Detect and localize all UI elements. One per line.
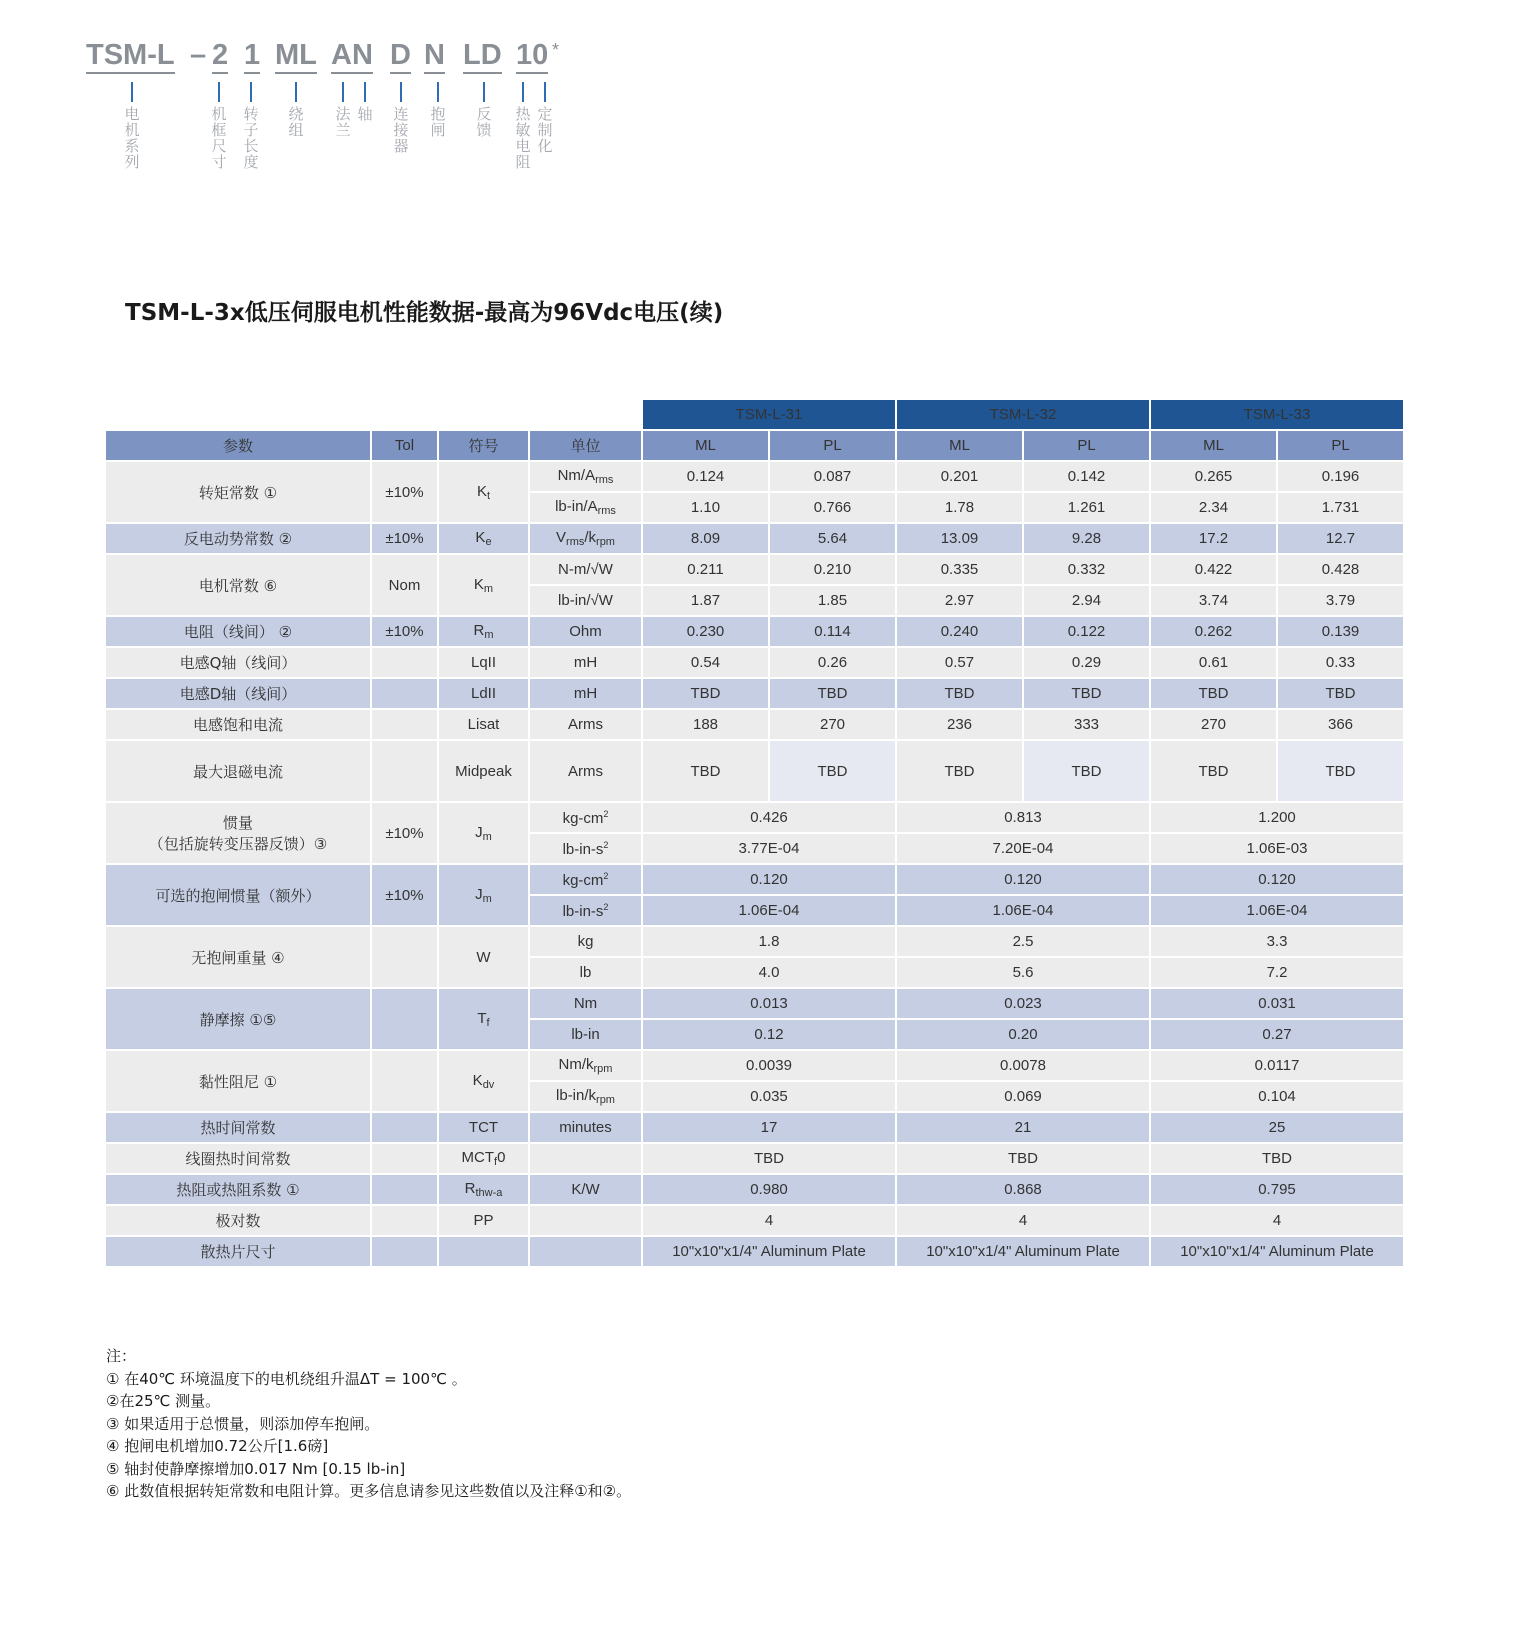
symbol-cell: $K_t$ <box>438 461 529 523</box>
value-cell: TBD <box>1277 740 1404 802</box>
value-cell: 0.335 <box>896 554 1023 585</box>
table-row <box>105 740 1404 802</box>
tol-cell <box>371 740 438 802</box>
table-row <box>105 461 1404 492</box>
tol-cell: ±10% <box>371 616 438 647</box>
value-cell: 1.10 <box>642 492 769 523</box>
col-header-ml: ML <box>896 430 1023 461</box>
unit-cell: $lb-in/k_{rpm}$ <box>529 1081 642 1112</box>
unit-cell: $lb-in/A_{rms}$ <box>529 492 642 523</box>
param-label: 转矩常数 ① <box>105 461 371 523</box>
value-cell: TBD <box>769 740 896 802</box>
code-frame: 2 <box>212 40 228 74</box>
param-label-line: 惯量 <box>222 814 253 832</box>
performance-table <box>104 398 1405 1268</box>
unit-cell: mH <box>529 647 642 678</box>
table-row <box>105 709 1404 740</box>
notes-heading: 注： <box>106 1347 137 1365</box>
symbol-cell <box>438 1236 529 1267</box>
value-cell: 1.8 <box>642 926 896 957</box>
value-cell: 0.0078 <box>896 1050 1150 1081</box>
value-cell: 1.87 <box>642 585 769 616</box>
param-label: 电机常数 ⑥ <box>105 554 371 616</box>
code-brake: N <box>424 40 445 74</box>
page-title: TSM-L-3x低压伺服电机性能数据-最高为96Vdc电压(续) <box>125 300 724 326</box>
value-cell: 270 <box>769 709 896 740</box>
label-connector: 连接器 <box>391 82 411 154</box>
value-cell: 0.210 <box>769 554 896 585</box>
value-cell: 8.09 <box>642 523 769 554</box>
value-cell: TBD <box>896 1143 1150 1174</box>
tol-cell: ±10% <box>371 523 438 554</box>
value-cell: 0.240 <box>896 616 1023 647</box>
symbol-cell: $R_{thw-a}$ <box>438 1174 529 1205</box>
value-cell: 0.230 <box>642 616 769 647</box>
value-cell: 0.980 <box>642 1174 896 1205</box>
label-brake: 抱闸 <box>428 82 448 138</box>
value-cell: 0.120 <box>642 864 896 895</box>
value-cell: 2.5 <box>896 926 1150 957</box>
value-cell: 0.035 <box>642 1081 896 1112</box>
tol-cell <box>371 1143 438 1174</box>
value-cell: 3.74 <box>1150 585 1277 616</box>
value-cell: 7.20E-04 <box>896 833 1150 864</box>
value-cell: 2.94 <box>1023 585 1150 616</box>
col-header-pl: PL <box>1277 430 1404 461</box>
unit-cell: Arms <box>529 709 642 740</box>
value-cell: 12.7 <box>1277 523 1404 554</box>
value-cell: 0.142 <box>1023 461 1150 492</box>
value-cell: 0.211 <box>642 554 769 585</box>
symbol-cell: $J_m$ <box>438 802 529 864</box>
col-header-pl: PL <box>1023 430 1150 461</box>
value-cell: 4 <box>1150 1205 1404 1236</box>
value-cell: 5.64 <box>769 523 896 554</box>
value-cell: 4 <box>642 1205 896 1236</box>
value-cell: 0.428 <box>1277 554 1404 585</box>
symbol-cell: LqII <box>438 647 529 678</box>
value-cell: 270 <box>1150 709 1277 740</box>
tol-cell: Nom <box>371 554 438 616</box>
value-cell: 0.0039 <box>642 1050 896 1081</box>
value-cell: 0.26 <box>769 647 896 678</box>
value-cell: 0.013 <box>642 988 896 1019</box>
param-label: 电感饱和电流 <box>105 709 371 740</box>
table-row <box>105 1112 1404 1143</box>
col-header-param: 参数 <box>105 430 371 461</box>
tol-cell <box>371 926 438 988</box>
value-cell: 188 <box>642 709 769 740</box>
param-label: 线圈热时间常数 <box>105 1143 371 1174</box>
value-cell: 0.265 <box>1150 461 1277 492</box>
value-cell: 0.57 <box>896 647 1023 678</box>
param-label <box>105 802 371 864</box>
code-asterisk: * <box>552 40 560 60</box>
table-row <box>105 1205 1404 1236</box>
symbol-cell: TCT <box>438 1112 529 1143</box>
code-flange-shaft: AN <box>331 40 373 74</box>
value-cell: 1.06E-03 <box>1150 833 1404 864</box>
param-label: 电感D轴（线间） <box>105 678 371 709</box>
symbol-cell: LdII <box>438 678 529 709</box>
value-cell: TBD <box>896 740 1023 802</box>
tol-cell <box>371 647 438 678</box>
col-header-ml: ML <box>1150 430 1277 461</box>
param-label: 电阻（线间） ② <box>105 616 371 647</box>
symbol-cell: Midpeak <box>438 740 529 802</box>
value-cell: 0.868 <box>896 1174 1150 1205</box>
code-dash: – <box>190 39 207 71</box>
value-cell: 0.023 <box>896 988 1150 1019</box>
tol-cell <box>371 678 438 709</box>
value-cell: TBD <box>1150 1143 1404 1174</box>
value-cell: 0.12 <box>642 1019 896 1050</box>
unit-cell: N-m/√W <box>529 554 642 585</box>
value-cell: TBD <box>1023 678 1150 709</box>
value-cell: 17.2 <box>1150 523 1277 554</box>
value-cell: 0.201 <box>896 461 1023 492</box>
value-cell: 0.54 <box>642 647 769 678</box>
code-rotor: 1 <box>244 40 260 74</box>
note-item: ⑤ 轴封使静摩擦增加0.017 Nm [0.15 lb-in] <box>106 1459 406 1478</box>
value-cell: 4.0 <box>642 957 896 988</box>
table-row <box>105 1050 1404 1081</box>
unit-cell: $V_{rms}/k_{rpm}$ <box>529 523 642 554</box>
value-cell: 0.766 <box>769 492 896 523</box>
value-cell: TBD <box>642 1143 896 1174</box>
col-header-ml: ML <box>642 430 769 461</box>
label-feedback: 反馈 <box>474 82 494 138</box>
value-cell: 0.29 <box>1023 647 1150 678</box>
value-cell: 366 <box>1277 709 1404 740</box>
table-row <box>105 678 1404 709</box>
label-custom: 定制化 <box>535 82 555 154</box>
value-cell: 0.122 <box>1023 616 1150 647</box>
param-label: 可选的抱闸惯量（额外） <box>105 864 371 926</box>
param-label: 热阻或热阻系数 ① <box>105 1174 371 1205</box>
table-row <box>105 616 1404 647</box>
param-label: 散热片尺寸 <box>105 1236 371 1267</box>
unit-cell: minutes <box>529 1112 642 1143</box>
value-cell: TBD <box>769 678 896 709</box>
value-cell: 1.200 <box>1150 802 1404 833</box>
value-cell: 1.06E-04 <box>1150 895 1404 926</box>
unit-cell: $Nm/A_{rms}$ <box>529 461 642 492</box>
tol-cell <box>371 1205 438 1236</box>
value-cell: TBD <box>642 678 769 709</box>
symbol-cell: PP <box>438 1205 529 1236</box>
unit-cell: $Nm/k_{rpm}$ <box>529 1050 642 1081</box>
value-cell: 17 <box>642 1112 896 1143</box>
col-header-tol: Tol <box>371 430 438 461</box>
symbol-cell: $J_m$ <box>438 864 529 926</box>
value-cell: 0.426 <box>642 802 896 833</box>
value-cell: 0.114 <box>769 616 896 647</box>
symbol-cell: W <box>438 926 529 988</box>
table-row <box>105 1236 1404 1267</box>
label-thermistor: 热敏电阻 <box>513 82 533 170</box>
unit-cell: $kg-cm^2$ <box>529 864 642 895</box>
value-cell: 3.79 <box>1277 585 1404 616</box>
tol-cell <box>371 1050 438 1112</box>
col-header-unit: 单位 <box>529 430 642 461</box>
code-connector: D <box>390 40 411 74</box>
model-header-row <box>105 399 1404 430</box>
label-flange: 法兰 <box>333 82 353 138</box>
unit-cell: K/W <box>529 1174 642 1205</box>
unit-cell: lb-in/√W <box>529 585 642 616</box>
model-header: TSM-L-33 <box>1150 399 1404 430</box>
table-row <box>105 864 1404 895</box>
value-cell: 0.069 <box>896 1081 1150 1112</box>
value-cell: 0.124 <box>642 461 769 492</box>
unit-cell <box>529 1205 642 1236</box>
value-cell: TBD <box>1150 678 1277 709</box>
value-cell: 21 <box>896 1112 1150 1143</box>
value-cell: TBD <box>1277 678 1404 709</box>
value-cell: TBD <box>1150 740 1277 802</box>
value-cell: 10"x10"x1/4" Aluminum Plate <box>642 1236 896 1267</box>
value-cell: 0.813 <box>896 802 1150 833</box>
symbol-cell: $K_e$ <box>438 523 529 554</box>
unit-cell: Ohm <box>529 616 642 647</box>
model-header: TSM-L-31 <box>642 399 896 430</box>
table-row <box>105 802 1404 833</box>
value-cell: 0.20 <box>896 1019 1150 1050</box>
table-row <box>105 926 1404 957</box>
value-cell: 5.6 <box>896 957 1150 988</box>
value-cell: 0.795 <box>1150 1174 1404 1205</box>
value-cell: TBD <box>642 740 769 802</box>
value-cell: 2.97 <box>896 585 1023 616</box>
unit-cell: lb-in <box>529 1019 642 1050</box>
value-cell: 25 <box>1150 1112 1404 1143</box>
param-label: 无抱闸重量 ④ <box>105 926 371 988</box>
note-item: ③ 如果适用于总惯量，则添加停车抱闸。 <box>106 1414 380 1433</box>
param-label: 极对数 <box>105 1205 371 1236</box>
value-cell: 3.3 <box>1150 926 1404 957</box>
tol-cell: ±10% <box>371 802 438 864</box>
label-frame: 机框尺寸 <box>209 82 229 170</box>
value-cell: 1.261 <box>1023 492 1150 523</box>
notes <box>106 1345 631 1503</box>
label-winding: 绕组 <box>286 82 306 138</box>
table-row <box>105 647 1404 678</box>
symbol-cell: $R_m$ <box>438 616 529 647</box>
note-item: ②在25℃ 测量。 <box>106 1392 221 1410</box>
unit-cell: Nm <box>529 988 642 1019</box>
value-cell: TBD <box>896 678 1023 709</box>
value-cell: 0.332 <box>1023 554 1150 585</box>
value-cell: 3.77E-04 <box>642 833 896 864</box>
tol-cell <box>371 1174 438 1205</box>
value-cell: 0.120 <box>896 864 1150 895</box>
param-label: 电感Q轴（线间） <box>105 647 371 678</box>
value-cell: 4 <box>896 1205 1150 1236</box>
value-cell: 2.34 <box>1150 492 1277 523</box>
symbol-cell: $T_f$ <box>438 988 529 1050</box>
column-header-row <box>105 430 1404 461</box>
tol-cell <box>371 988 438 1050</box>
table-row <box>105 523 1404 554</box>
tol-cell: ±10% <box>371 461 438 523</box>
tol-cell: ±10% <box>371 864 438 926</box>
symbol-cell: Lisat <box>438 709 529 740</box>
value-cell: 0.120 <box>1150 864 1404 895</box>
note-item: ④ 抱闸电机增加0.72公斤[1.6磅] <box>106 1437 329 1455</box>
value-cell: 13.09 <box>896 523 1023 554</box>
param-label: 最大退磁电流 <box>105 740 371 802</box>
value-cell: 0.27 <box>1150 1019 1404 1050</box>
symbol-cell: $K_{dv}$ <box>438 1050 529 1112</box>
code-custom: 10 <box>516 40 548 74</box>
value-cell: 0.087 <box>769 461 896 492</box>
label-series: 电机系列 <box>122 82 142 170</box>
value-cell: 10"x10"x1/4" Aluminum Plate <box>896 1236 1150 1267</box>
note-item: ⑥ 此数值根据转矩常数和电阻计算。更多信息请参见这些数值以及注释①和②。 <box>106 1482 632 1500</box>
value-cell: 0.262 <box>1150 616 1277 647</box>
value-cell: 1.78 <box>896 492 1023 523</box>
code-feedback: LD <box>463 40 502 74</box>
tol-cell <box>371 709 438 740</box>
table-row <box>105 1174 1404 1205</box>
tol-cell <box>371 1236 438 1267</box>
value-cell: 333 <box>1023 709 1150 740</box>
unit-cell <box>529 1143 642 1174</box>
value-cell: 0.422 <box>1150 554 1277 585</box>
param-label: 黏性阻尼 ① <box>105 1050 371 1112</box>
value-cell: 0.139 <box>1277 616 1404 647</box>
code-series: TSM-L <box>86 40 175 74</box>
value-cell: 236 <box>896 709 1023 740</box>
label-shaft: 轴 <box>355 82 375 122</box>
value-cell: 1.731 <box>1277 492 1404 523</box>
param-label: 反电动势常数 ② <box>105 523 371 554</box>
symbol-cell: $MCT_f0$ <box>438 1143 529 1174</box>
col-header-pl: PL <box>769 430 896 461</box>
unit-cell: $kg-cm^2$ <box>529 802 642 833</box>
value-cell: 10"x10"x1/4" Aluminum Plate <box>1150 1236 1404 1267</box>
value-cell: 0.61 <box>1150 647 1277 678</box>
value-cell: 0.104 <box>1150 1081 1404 1112</box>
tol-cell <box>371 1112 438 1143</box>
unit-cell: $lb-in-s^2$ <box>529 833 642 864</box>
value-cell: 1.85 <box>769 585 896 616</box>
value-cell: 7.2 <box>1150 957 1404 988</box>
code-winding: ML <box>275 40 317 74</box>
unit-cell: lb <box>529 957 642 988</box>
unit-cell: kg <box>529 926 642 957</box>
table-row <box>105 1143 1404 1174</box>
symbol-cell: $K_m$ <box>438 554 529 616</box>
value-cell: 1.06E-04 <box>896 895 1150 926</box>
table-row <box>105 554 1404 585</box>
table-row <box>105 988 1404 1019</box>
unit-cell: Arms <box>529 740 642 802</box>
unit-cell <box>529 1236 642 1267</box>
note-item: ① 在40℃ 环境温度下的电机绕组升温ΔT = 100℃ 。 <box>106 1369 467 1388</box>
col-header-symbol: 符号 <box>438 430 529 461</box>
param-label: 热时间常数 <box>105 1112 371 1143</box>
model-header: TSM-L-32 <box>896 399 1150 430</box>
param-label-line: （包括旋转变压器反馈）③ <box>148 835 328 853</box>
value-cell: 0.196 <box>1277 461 1404 492</box>
value-cell: 9.28 <box>1023 523 1150 554</box>
value-cell: 0.031 <box>1150 988 1404 1019</box>
value-cell: 0.33 <box>1277 647 1404 678</box>
value-cell: 0.0117 <box>1150 1050 1404 1081</box>
unit-cell: $lb-in-s^2$ <box>529 895 642 926</box>
param-label: 静摩擦 ①⑤ <box>105 988 371 1050</box>
value-cell: TBD <box>1023 740 1150 802</box>
label-rotor: 转子长度 <box>241 82 261 170</box>
value-cell: 1.06E-04 <box>642 895 896 926</box>
unit-cell: mH <box>529 678 642 709</box>
